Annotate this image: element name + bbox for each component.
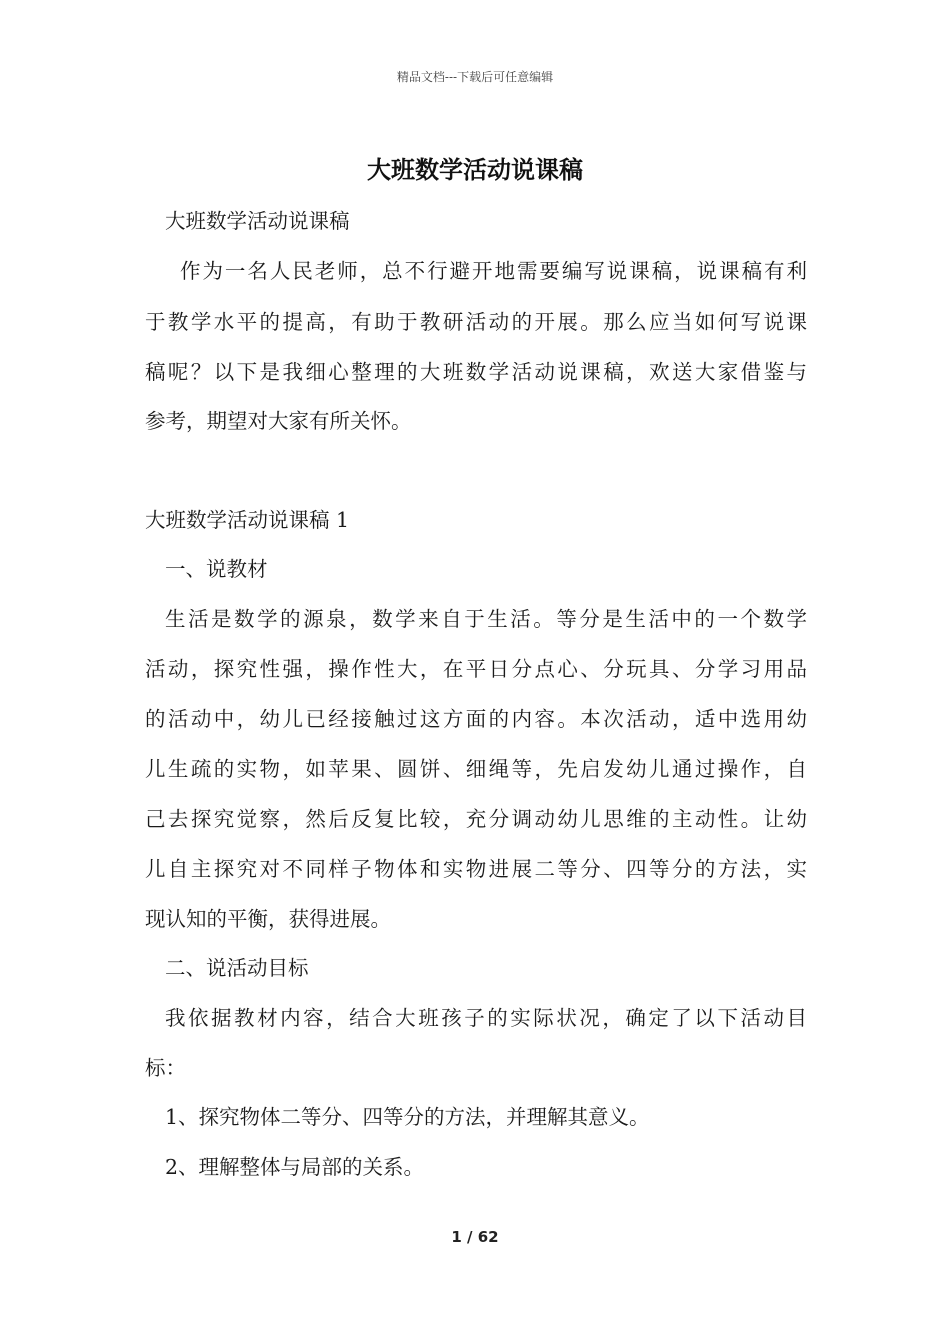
para-line-7: 现认知的平衡，获得进展。 [145, 907, 391, 931]
para-line-3: 的活动中，幼儿已经接触过这方面的内容。本次活动，适中选用幼 [145, 707, 807, 731]
goal-item-1: 1、探究物体二等分、四等分的方法，并理解其意义。 [165, 1105, 650, 1129]
section-heading: 大班数学活动说课稿 1 [145, 508, 350, 532]
intro-line-4: 参考，期望对大家有所关怀。 [145, 409, 412, 433]
page-number: 1 / 62 [451, 1228, 499, 1246]
intro-line-1: 作为一名人民老师，总不行避开地需要编写说课稿，说课稿有利 [180, 259, 807, 283]
subtitle-line: 大班数学活动说课稿 [165, 209, 350, 233]
intro-line-3: 稿呢？以下是我细心整理的大班数学活动说课稿，欢送大家借鉴与 [145, 360, 807, 384]
goal-item-2: 2、理解整体与局部的关系。 [165, 1155, 425, 1179]
intro-line-2: 于教学水平的提高，有助于教研活动的开展。那么应当如何写说课 [145, 310, 807, 334]
para-line-4: 儿生疏的实物，如苹果、圆饼、细绳等，先启发幼儿通过操作，自 [145, 757, 807, 781]
para-line-2: 活动，探究性强，操作性大，在平日分点心、分玩具、分学习用品 [145, 657, 807, 681]
goals-line-1: 我依据教材内容，结合大班孩子的实际状况，确定了以下活动目 [165, 1006, 807, 1030]
page-header: 精品文档---下载后可任意编辑 [396, 70, 554, 84]
para-line-6: 儿自主探究对不同样子物体和实物进展二等分、四等分的方法，实 [145, 857, 807, 881]
para-line-5: 己去探究觉察，然后反复比较，充分调动幼儿思维的主动性。让幼 [145, 807, 807, 831]
para-line-1: 生活是数学的源泉，数学来自于生活。等分是生活中的一个数学 [165, 607, 807, 631]
goals-line-2: 标： [145, 1056, 186, 1080]
heading-activity-goals: 二、说活动目标 [165, 956, 309, 980]
document-title: 大班数学活动说课稿 [367, 155, 583, 184]
heading-teaching-material: 一、说教材 [165, 557, 268, 581]
